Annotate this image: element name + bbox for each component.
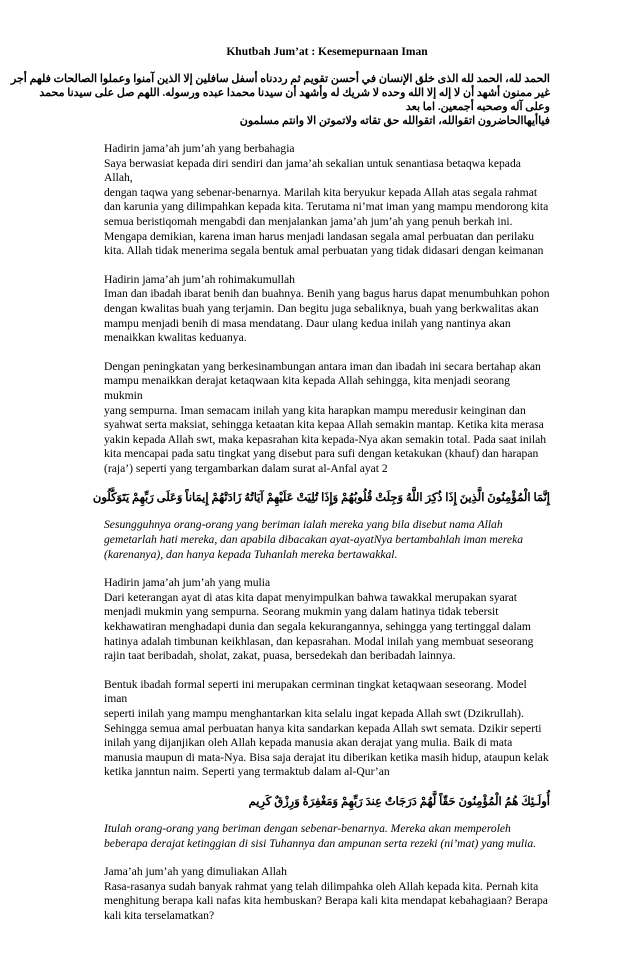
text-line: Rasa-rasanya sudah banyak rahmat yang telah dilimpahka oleh Allah kepada kita. Pernah kita [104, 879, 539, 893]
text-line: mampu menjadi benih di masa mendatang. Daur ulang kedua inilah yang nantinya akan [104, 316, 511, 330]
text-line: Sehingga semua amal perbuatan hanya kita sandarkan kepada Allah swt semata. Dzikir seperti [104, 721, 542, 735]
text-line: Iman dan ibadah ibarat benih dan buahnya. Benih yang bagus harus dapat menumbuhkan pohon [104, 287, 550, 301]
text-line: semua beristiqomah mengabdi dan menjalankan jama’ah jum’ah yang penuh berkah ini. [104, 214, 513, 228]
document-title: Khutbah Jum’at : Kesemepurnaan Iman [226, 46, 428, 58]
arabic-line: وعلى آله وصحبه أجمعين. اما بعد [405, 101, 550, 113]
text-line: kita. Allah tidak menerima segala bentuk amal perbuatan yang tidak didasari dengan keimanan [104, 244, 544, 258]
text-line: kekhawatiran menghadapi dunia dan segala kekurangannya, sehingga yang tertinggal dalam [104, 620, 531, 634]
text-line: rajin taat beribadah, sholat, zakat, puasa, bersedekah dan beribadah lainnya. [104, 649, 456, 663]
text-line: Dari keterangan ayat di atas kita dapat menyimpulkan bahwa tawakkal merupakan syarat [104, 590, 518, 604]
text-line: (karenanya), dan hanya kepada Tuhanlah mereka bertawakkal. [104, 547, 398, 561]
text-line: dan karunia yang dilimpahkan kepada kita. Terutama ni’mat iman yang mampu mendorong kita [104, 200, 549, 214]
text-line: ketika janntun naim. Seperti yang termaktub dalam al-Qur’an [104, 765, 390, 779]
section-heading: Jama’ah jum’ah yang dimuliakan Allah [104, 865, 287, 879]
text-line: Saya berwasiat kepada diri sendiri dan jama’ah sekalian untuk senantiasa betaqwa kepada Allah, [104, 156, 521, 185]
text-line: hatinya adalah timbunan keikhlasan, dan kepasrahan. Modal inilah yang membuat seseorang [104, 634, 534, 648]
text-line: Dengan peningkatan yang berkesinambungan antara iman dan ibadah ini secara bertahap akan [104, 359, 541, 373]
arabic-line: فياأيهاالحاضرون اتقوالله، اتقوالله حق تقاته ولاتموتن الا وانتم مسلمون [239, 115, 550, 127]
text-line: (raja’) seperti yang tergambarkan dalam surat al-Anfal ayat 2 [104, 461, 388, 475]
paragraph-section [104, 678, 550, 780]
verse-translation [104, 822, 550, 851]
text-line: menjadi mukmin yang sempurna. Seorang mukmin yang dalam hatinya tidak tebersit [104, 605, 499, 619]
paragraph-section [104, 142, 550, 259]
paragraph-section [104, 360, 550, 477]
arabic-line: الحمد لله، الحمد لله الذى خلق الإنسان في أحسن تقويم ثم رددناه أسفل سافلين إلا الذين آمنوا وعملوا الصالحات فلهم أجر [10, 73, 550, 85]
text-line: kali kita terselamatkan? [104, 908, 215, 922]
text-line: Sesungguhnya orang-orang yang beriman ialah mereka yang bila disebut nama Allah [104, 518, 503, 532]
text-line: syahwat serta maksiat, sehingga ketaatan kita kepaa Allah semakin mantap. Ketika kita merasa [104, 418, 544, 432]
text-line: kita mencapai pada satu tingkat yang disebut para sufi dengan ketakukan (khauf) dan harapan [104, 447, 539, 461]
text-line: Itulah orang-orang yang beriman dengan sebenar-benarnya. Mereka akan memperoleh [104, 821, 511, 835]
text-line: dengan taqwa yang sebenar-benarnya. Marilah kita beryukur kepada Allah atas segala rahmat [104, 185, 538, 199]
paragraph-section [104, 273, 550, 346]
section-heading: Hadirin jama’ah jum’ah yang berbahagia [104, 142, 295, 155]
verse-translation [104, 518, 550, 562]
text-line: mampu menaikkan derajat ketaqwaan kita kepada Allah sehingga, kita menjadi seorang mukmin [104, 374, 510, 402]
text-line: yakin kepada Allah swt, maka kepasrahan kita kepada-Nya akan semakin total. Pada saat inilah [104, 432, 547, 446]
text-line: dengan kwalitas buah yang terjamin. Dan begitu juga sebaliknya, buah yang berkwalitas akan [104, 301, 539, 315]
text-line: menghitung berapa kali nafas kita hembuskan? Berapa kali kita mendapat kebahagiaan? Berapa [104, 894, 548, 908]
text-line: yang sempurna. Iman semacam inilah yang kita harapkan mampu meredusir keinginan dan [104, 403, 526, 417]
text-line: manusia maupun di mata-Nya. Bisa saja derajat itu diberikan ketika masih hidup, ataupun kelak [104, 750, 549, 764]
opening-arabic [10, 72, 550, 128]
arabic-line: غير ممنون أشهد أن لا إله إلا الله وحده لا شريك له وأشهد أن سيدنا محمدا عبده ورسوله. اللهم صل على سيدنا محمد [39, 87, 550, 99]
text-line: beberapa derajat ketinggian di sisi Tuhannya dan ampunan serta rezeki (ni’mat) yang mulia. [104, 836, 537, 850]
section-heading: Hadirin jama’ah jum’ah rohimakumullah [104, 272, 295, 286]
paragraph-section [104, 576, 550, 664]
quran-verse-anfal-4: أُولَـئِكَ هُمُ الْمُؤْمِنُونَ حَقّاً لَّهُمْ دَرَجَاتٌ عِندَ رَبِّهِمْ وَمَغْفِرَةٌ وَرِزْقٌ كَرِيم [248, 795, 550, 808]
text-line: menaikkan kwalitas keduanya. [104, 331, 247, 345]
paragraph-section [104, 865, 550, 923]
text-line: inilah yang dijanjikan oleh Allah kepada manusia akan derajat yang mulia. Baik di mata [104, 736, 513, 750]
text-line: Mengapa demikian, karena iman harus menjadi landasan segala amal perbuatan dan perilaku [104, 229, 535, 243]
quran-verse-anfal: إِنَّمَا الْمُؤْمِنُونَ الَّذِينَ إِذَا ذُكِرَ اللَّهُ وَجِلَتْ قُلُوبُهُمْ وَإِذَا تُلِيَتْ عَلَيْهِمْ آيَاتُهُ زَادَتْهُمْ إِيمَاناً وَعَلَى رَبِّهِمْ يَتَوَكَّلُون [92, 492, 550, 505]
text-line: seperti inilah yang mampu menghantarkan kita selalu ingat kepada Allah swt (Dzikrullah). [104, 707, 524, 720]
text-line: Bentuk ibadah formal seperti ini merupakan cerminan tingkat ketaqwaan seseorang. Model iman [104, 677, 527, 706]
text-line: gemetarlah hati mereka, dan apabila dibacakan ayat-ayatNya bertambahlah iman mereka [104, 533, 524, 547]
section-heading: Hadirin jama’ah jum’ah yang mulia [104, 576, 271, 590]
